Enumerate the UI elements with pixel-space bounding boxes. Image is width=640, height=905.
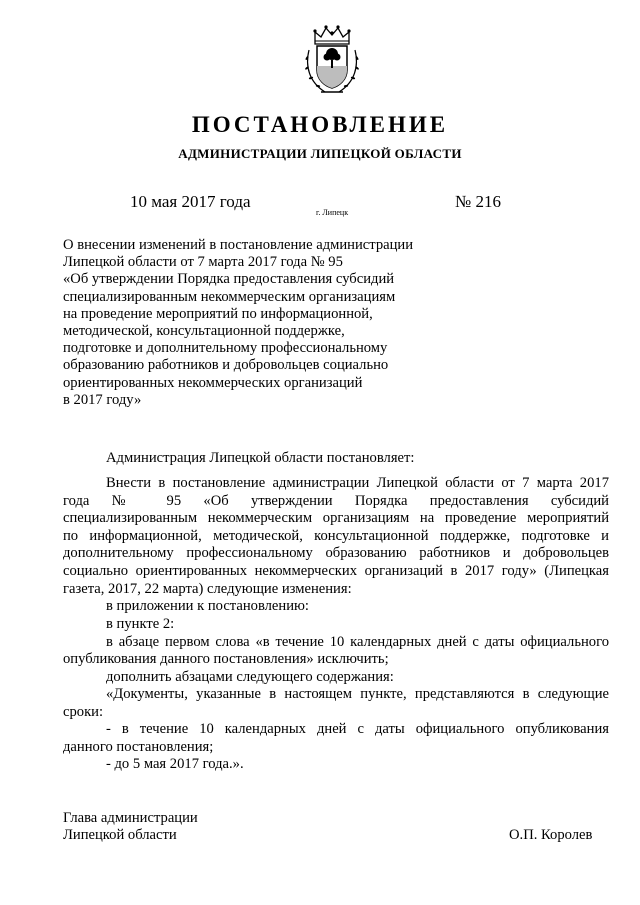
subject-line: на проведение мероприятий по информационной, [63,305,373,322]
main-line: специализированным некоммерческим организациям на проведение мероприятий [63,510,609,527]
signature-name: О.П. Королев [509,827,593,843]
document-date: 10 мая 2017 года [130,192,251,211]
subject-line: специализированным некоммерческим организациям [63,288,396,305]
term1-line: данного постановления; [63,738,214,755]
subject-line: Липецкой области от 7 марта 2017 года № 95 [63,254,343,271]
appendix-line: в приложении к постановлению: [106,598,309,614]
signature-position-line1: Глава администрации [63,810,198,826]
term1-line: - в течение 10 календарных дней с даты официального опубликования [106,721,609,737]
document-title: ПОСТАНОВЛЕНИЕ [191,112,449,137]
subject-line: ориентированных некоммерческих организаций [63,374,363,391]
subject-line: «Об утверждении Порядка предоставления субсидий [63,271,395,288]
quote-line: сроки: [63,703,104,720]
main-line: по информационной, методической, консультационной поддержке, подготовке и [63,527,609,544]
document-subtitle: АДМИНИСТРАЦИИ ЛИПЕЦКОЙ ОБЛАСТИ [178,146,462,161]
main-line: дополнительному профессиональному образованию работников и добровольцев [63,545,609,562]
intro-paragraph: Администрация Липецкой области постановляет: [106,450,415,466]
main-line: Внести в постановление администрации Липецкой области от 7 марта 2017 [106,475,609,491]
main-line: газета, 2017, 22 марта) следующие изменения: [63,580,352,597]
subject-line: в 2017 году» [63,391,142,408]
clause-line: в пункте 2: [106,616,175,632]
term2-line: - до 5 мая 2017 года.». [106,756,244,772]
main-line: социально ориентированных некоммерческих организаций в 2017 году» (Липецкая [63,563,609,579]
change1-line: опубликования данного постановления» исключить; [63,651,389,667]
add-line: дополнить абзацами следующего содержания: [106,668,394,685]
subject-line: методической, консультационной поддержке, [63,323,345,340]
quote-line: «Документы, указанные в настоящем пункте, представляются в следующие [106,686,609,702]
main-line: года № 95 «Об утверждении Порядка предоставления субсидий [63,492,609,509]
document-number: № 216 [455,192,501,211]
subject-line: подготовке и дополнительному профессиональному [63,340,388,357]
subject-line: образованию работников и добровольцев социально [63,357,389,374]
document-city: г. Липецк [316,208,349,217]
change1-line: в абзаце первом слова «в течение 10 календарных дней с даты официального [106,633,609,650]
signature-position-line2: Липецкой области [63,827,177,843]
subject-line: О внесении изменений в постановление администрации [63,237,414,253]
coat-of-arms-icon [301,22,363,98]
document-subject [63,237,463,409]
